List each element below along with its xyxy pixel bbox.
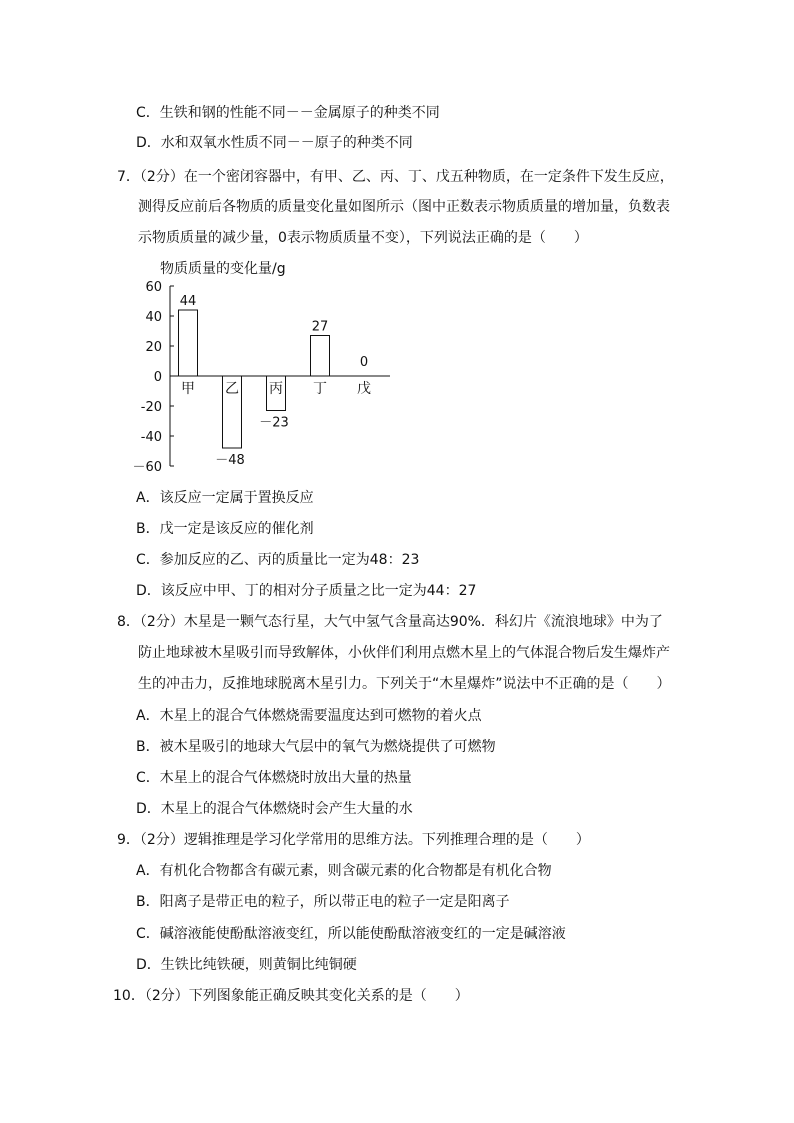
question-7-option-d: D．该反应中甲、丁的相对分子质量之比一定为44：27 (136, 583, 477, 599)
question-8-stem: 生的冲击力，反推地球脱离木星引力。下列关于“木星爆炸”说法中不正确的是（ ） (138, 676, 671, 692)
question-8-stem: 防止地球被木星吸引而导致解体，小伙伴们利用点燃木星上的气体混合物后发生爆炸产 (138, 645, 670, 661)
mass-change-bar-chart (130, 258, 410, 474)
question-9-option-d: D．生铁比纯铁硬，则黄铜比纯铜硬 (136, 957, 357, 973)
y-tick-label: 20 (145, 340, 162, 355)
question-8-option-c: C．木星上的混合气体燃烧时放出大量的热量 (136, 770, 412, 786)
question-7-option-b: B．戊一定是该反应的催化剂 (136, 521, 314, 537)
data-label: 0 (359, 355, 369, 370)
question-10-stem: 10．（2分）下列图象能正确反映其变化关系的是（ ） (113, 988, 469, 1004)
question-8-option-a: A．木星上的混合气体燃烧需要温度达到可燃物的着火点 (136, 708, 482, 724)
y-tick-label: -20 (140, 400, 162, 415)
question-7-stem: 7．（2分）在一个密闭容器中，有甲、乙、丙、丁、戊五种物质，在一定条件下发生反应， (117, 169, 674, 185)
option-text: D．水和双氧水性质不同－－原子的种类不同 (136, 135, 413, 151)
y-tick-label: 0 (153, 370, 162, 385)
chart-title: 物质质量的变化量/g (160, 261, 286, 277)
y-tick-label: 40 (145, 310, 162, 325)
y-tick-label: -40 (140, 430, 162, 445)
category-label: 甲 (181, 381, 195, 397)
category-label: 戊 (357, 381, 371, 397)
data-label: －48 (215, 453, 245, 468)
question-8-option-b: B．被木星吸引的地球大气层中的氧气为燃烧提供了可燃物 (136, 739, 496, 755)
category-label: 丙 (269, 381, 283, 397)
category-label: 丁 (313, 381, 327, 397)
question-9-stem: 9．（2分）逻辑推理是学习化学常用的思维方法。下列推理合理的是（ ） (117, 832, 590, 848)
question-8-option-d: D．木星上的混合气体燃烧时会产生大量的水 (136, 801, 413, 817)
question-9-option-a: A．有机化合物都含有碳元素，则含碳元素的化合物都是有机化合物 (136, 863, 552, 879)
question-9-option-c: C．碱溶液能使酚酞溶液变红，所以能使酚酞溶液变红的一定是碱溶液 (136, 926, 566, 942)
data-label: 44 (179, 294, 197, 309)
bar-甲 (179, 310, 198, 376)
option-text: C．生铁和钢的性能不同－－金属原子的种类不同 (136, 105, 440, 121)
data-label: －23 (259, 415, 289, 431)
question-7-option-c: C．参加反应的乙、丙的质量比一定为48：23 (136, 552, 420, 568)
question-7-stem: 示物质质量的减少量，0表示物质质量不变），下列说法正确的是（ ） (138, 230, 588, 246)
question-8-stem: 8．（2分）木星是一颗气态行星，大气中氢气含量高达90%．科幻片《流浪地球》中为了 (117, 614, 663, 630)
y-tick-label: －60 (132, 460, 162, 474)
question-7-stem: 测得反应前后各物质的质量变化量如图所示（图中正数表示物质质量的增加量，负数表 (138, 199, 670, 215)
category-label: 乙 (225, 381, 239, 397)
question-7-option-a: A．该反应一定属于置换反应 (136, 490, 314, 506)
y-tick-label: 60 (145, 280, 162, 295)
bar-丁 (311, 336, 330, 377)
data-label: 27 (311, 319, 329, 335)
question-9-option-b: B．阳离子是带正电的粒子，所以带正电的粒子一定是阳离子 (136, 894, 510, 910)
